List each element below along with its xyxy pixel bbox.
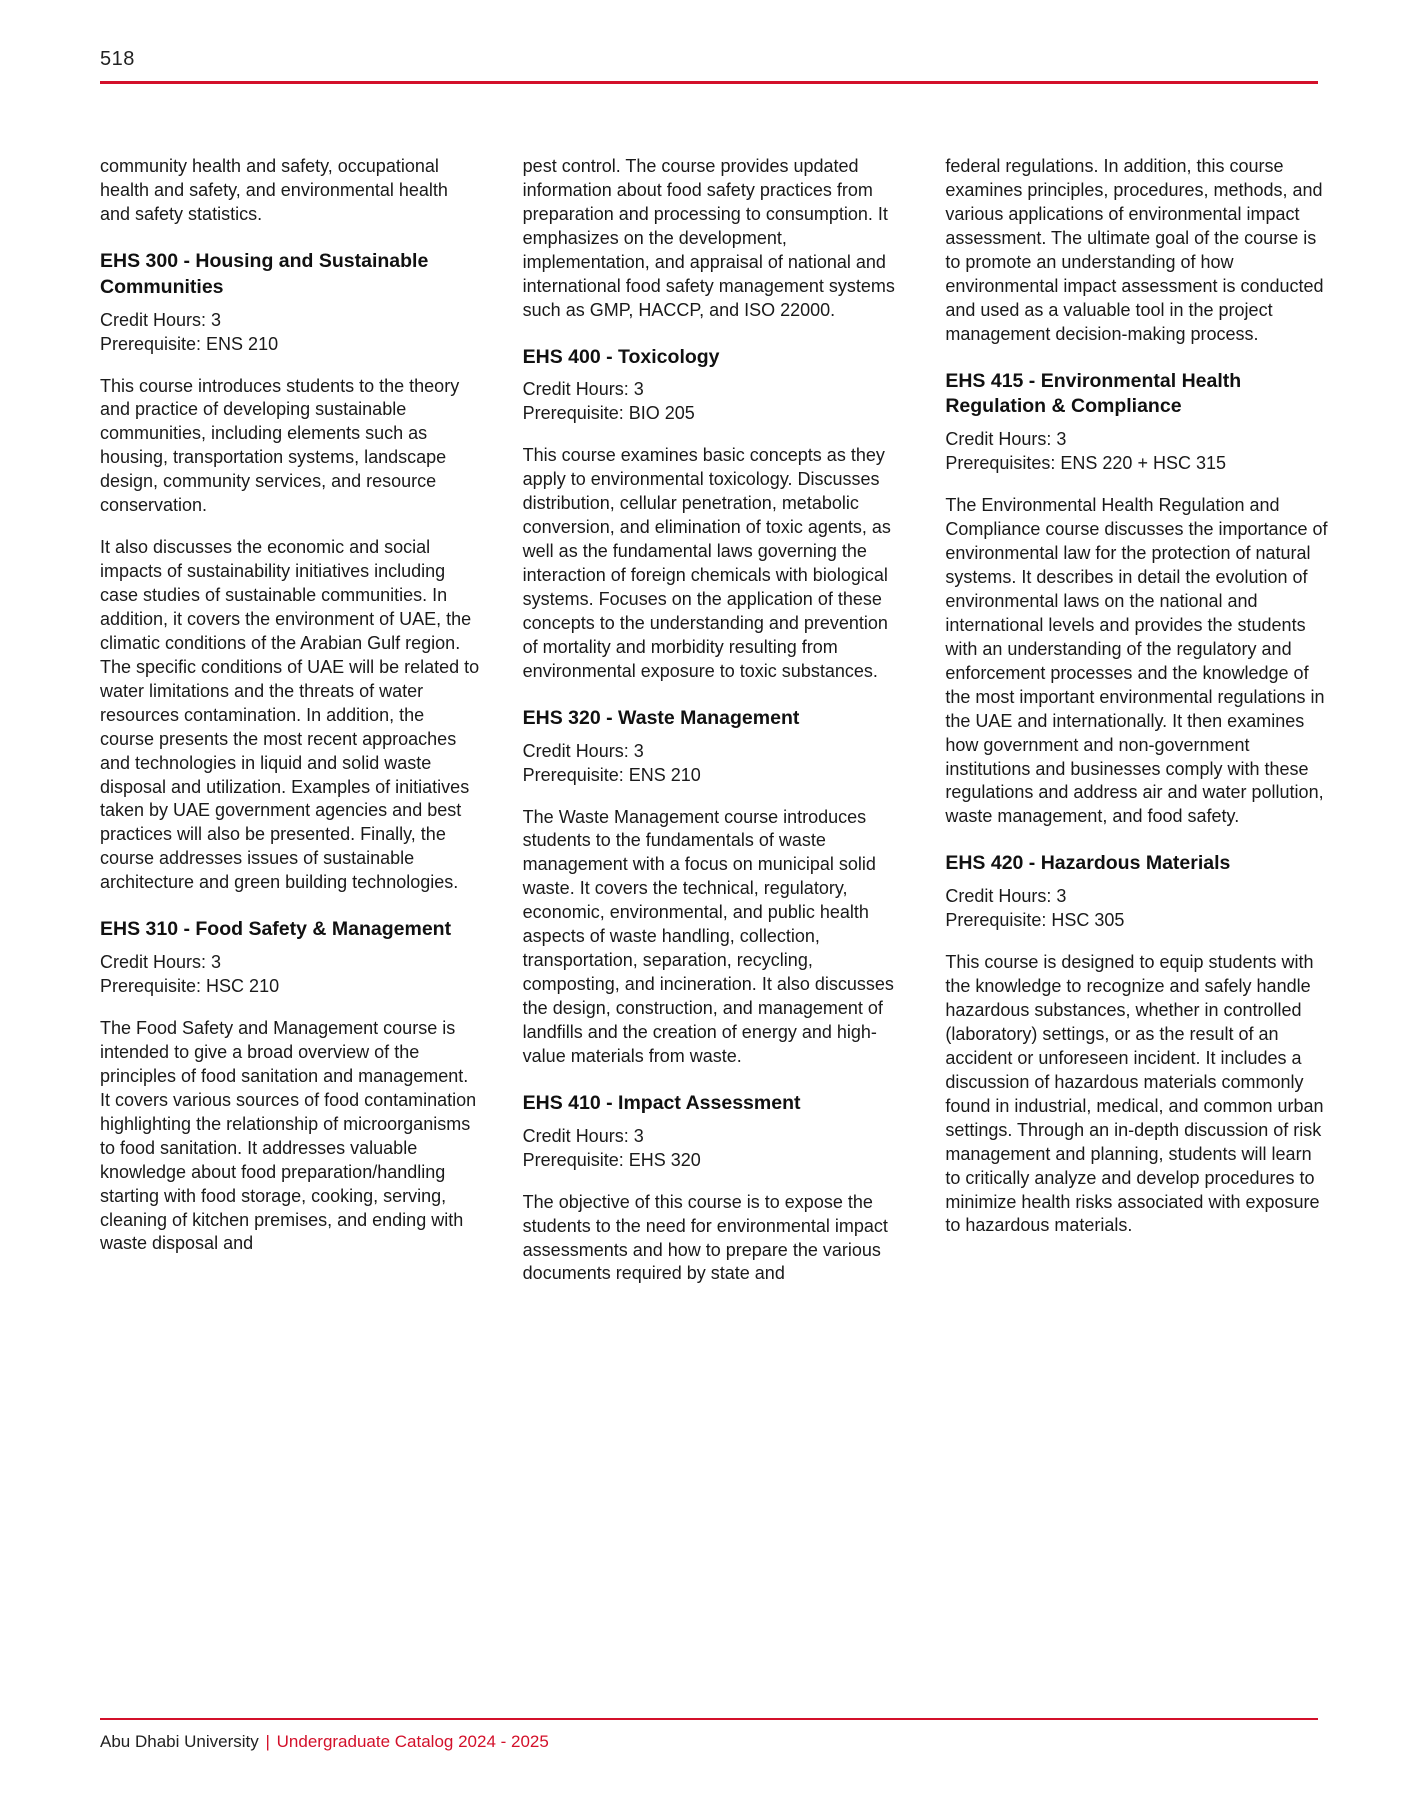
header-divider <box>100 81 1318 84</box>
course-entry-ehs-400 <box>523 345 906 684</box>
footer-catalog: Undergraduate Catalog 2024 - 2025 <box>276 1732 549 1751</box>
course-title: EHS 320 - Waste Management <box>522 706 800 729</box>
paragraph-text: federal regulations. In addition, this course examines principles, procedures, methods, and various applications of environmental impact assessment. The ultimate goal of the course is to promote an understanding of how environmental impact assessment is conducted and used as a valuable tool in the project management decision-making process. <box>945 156 1324 344</box>
course-entry-ehs-410 <box>523 1091 906 1287</box>
course-description: This course is designed to equip students with the knowledge to recognize and safely handle hazardous substances, whether in controlled (laboratory) settings, or as the result of an accident or unforeseen incident. It includes a discussion of hazardous materials commonly found in industrial, medical, and common urban settings. Through an in-depth discussion of risk management and planning, students will learn to critically analyze and develop procedures to minimize health risks associated with exposure to hazardous materials. <box>945 952 1324 1236</box>
course-entry-ehs-415 <box>945 369 1328 830</box>
page-content <box>100 155 1328 1286</box>
credit-hours: Credit Hours: 3 <box>522 379 644 400</box>
prerequisite: Prerequisite: HSC 305 <box>945 910 1125 931</box>
course-title: EHS 415 - Environmental Health Regulation & Compliance <box>945 369 1242 418</box>
credit-hours: Credit Hours: 3 <box>522 1125 644 1146</box>
course-title: EHS 410 - Impact Assessment <box>522 1091 801 1114</box>
column-2 <box>523 155 906 1286</box>
course-entry-ehs-300 <box>100 249 483 895</box>
column-3 <box>945 155 1328 1286</box>
page-header <box>100 48 1318 84</box>
prerequisite: Prerequisite: HSC 210 <box>100 976 280 997</box>
page-footer <box>100 1718 1318 1752</box>
credit-hours: Credit Hours: 3 <box>522 740 644 761</box>
credit-hours: Credit Hours: 3 <box>945 886 1067 907</box>
paragraph-text: community health and safety, occupational health and safety, and environmental health and safety statistics. <box>100 156 448 224</box>
page-number: 518 <box>100 48 135 70</box>
continuation-paragraph <box>945 155 1328 347</box>
course-description: The objective of this course is to expose the students to the need for environmental impact assessments and how to prepare the various documents required by state and <box>522 1191 888 1284</box>
course-title: EHS 300 - Housing and Sustainable Communities <box>100 249 429 298</box>
continuation-paragraph <box>523 155 906 323</box>
footer-divider <box>100 1718 1318 1720</box>
course-title: EHS 310 - Food Safety & Management <box>100 918 452 941</box>
course-entry-ehs-420 <box>945 851 1328 1238</box>
course-description: The Waste Management course introduces students to the fundamentals of waste management with a focus on municipal solid waste. It covers the technical, regulatory, economic, environmental, and public health aspects of waste handling, collection, transportation, separation, recycling, composting, and incineration. It also discusses the design, construction, and management of landfills and the creation of energy and high-value materials from waste. <box>522 806 894 1066</box>
course-entry-ehs-310 <box>100 917 483 1256</box>
course-description: The Food Safety and Management course is intended to give a broad overview of the principles of food sanitation and management. It covers various sources of food contamination highlighting the relationship of microorganisms to food sanitation. It addresses valuable knowledge about food preparation/handling starting with food storage, cooking, serving, cleaning of kitchen premises, and ending with waste disposal and <box>100 1018 477 1254</box>
course-title: EHS 400 - Toxicology <box>522 345 720 368</box>
prerequisite: Prerequisite: ENS 210 <box>100 333 279 354</box>
credit-hours: Credit Hours: 3 <box>100 309 222 330</box>
prerequisite: Prerequisite: EHS 320 <box>522 1149 701 1170</box>
prerequisite: Prerequisites: ENS 220 + HSC 315 <box>945 453 1226 474</box>
course-description: The Environmental Health Regulation and Compliance course discusses the importance of environmental law for the protection of natural systems. It describes in detail the evolution of environmental laws on the national and international levels and provides the students with an understanding of the regulatory and enforcement processes and the knowledge of the most important environmental regulations in the UAE and internationally. It then examines how government and non-government institutions and businesses comply with these regulations and address air and water pollution, waste management, and food safety. <box>945 495 1328 827</box>
credit-hours: Credit Hours: 3 <box>945 429 1067 450</box>
course-title: EHS 420 - Hazardous Materials <box>945 852 1231 875</box>
credit-hours: Credit Hours: 3 <box>100 952 222 973</box>
course-entry-ehs-320 <box>523 706 906 1069</box>
course-description: This course introduces students to the theory and practice of developing sustainable communities, including elements such as housing, transportation systems, landscape design, community services, and resource conservation. <box>100 375 460 516</box>
footer-text <box>100 1732 1318 1752</box>
footer-separator: | <box>265 1732 270 1751</box>
course-description: This course examines basic concepts as they apply to environmental toxicology. Discusses distribution, cellular penetration, metabolic conversion, and elimination of toxic agents, as well as the fundamental laws governing the interaction of foreign chemicals with biological systems. Focuses on the application of these concepts to the understanding and prevention of mortality and morbidity resulting from environmental exposure to toxic substances. <box>522 445 891 681</box>
continuation-paragraph <box>100 155 483 227</box>
prerequisite: Prerequisite: ENS 210 <box>522 764 701 785</box>
course-description-cont: It also discusses the economic and social impacts of sustainability initiatives including case studies of sustainable communities. In addition, it covers the environment of UAE, the climatic conditions of the Arabian Gulf region. The specific conditions of UAE will be related to water limitations and the threats of water resources contamination. In addition, the course presents the most recent approaches and technologies in liquid and solid waste disposal and utilization. Examples of initiatives taken by UAE government agencies and best practices will also be presented. Finally, the course addresses issues of sustainable architecture and green building technologies. <box>100 537 480 893</box>
prerequisite: Prerequisite: BIO 205 <box>522 403 695 424</box>
column-1 <box>100 155 483 1286</box>
paragraph-text: pest control. The course provides updated information about food safety practices from preparation and processing to consumption. It emphasizes on the development, implementation, and appraisal of national and international food safety management systems such as GMP, HACCP, and ISO 22000. <box>522 156 895 320</box>
footer-university: Abu Dhabi University <box>100 1732 259 1751</box>
